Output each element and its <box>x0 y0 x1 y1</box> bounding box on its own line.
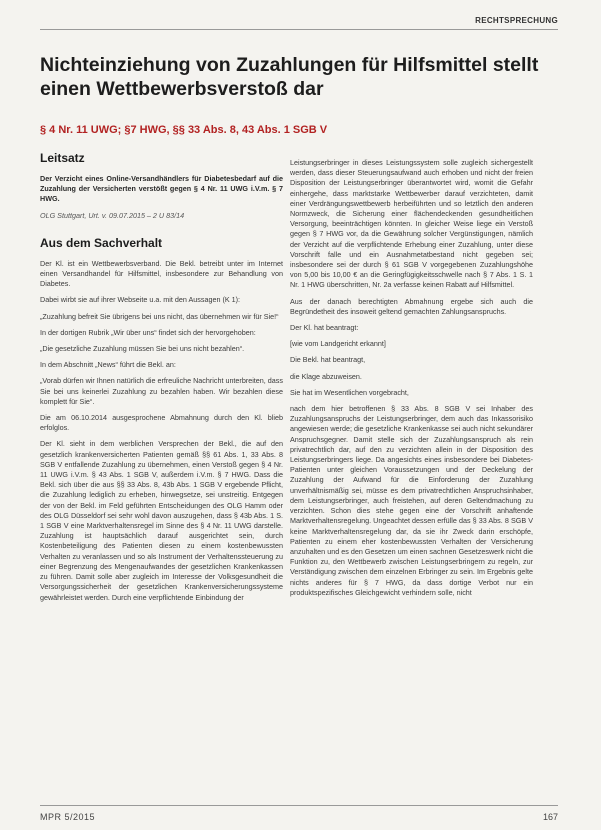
left-column <box>40 150 283 609</box>
paragraph: Der Kl. ist ein Wettbewerbsverband. Die Bekl. betreibt unter im Internet einen Versandhandel für Hilfsmittel, insbesondere zur Behandlung von Diabetes. <box>40 258 283 289</box>
page-number: 167 <box>542 812 558 822</box>
court-citation: OLG Stuttgart, Urt. v. 09.07.2015 – 2 U 83/14 <box>40 210 185 220</box>
paragraph: nach dem hier betroffenen § 33 Abs. 8 SGB V sei Inhaber des Zuzahlungsanspruchs der Leistungserbringer, dem auch das Inkassorisiko angewiesen werde; die gesetzliche Krankenkasse sei auch nicht sekundärer Anspruchsgegner. Damit stelle sich der Zuzahlungsanspruch als rein privatrechtlich dar, auf den zu verzichten allein in der Disposition des Leistungserbringers liege. Da angesichts eines insbesondere bei Diabetes-Patienten unter gleichen Voraussetzungen und der Deckelung der Zuzahlung der Aufwand für die Einforderung der Zuzahlung unverhältnismäßig sei, müsse es dem privatrechtlichen Anspruchsinhaber, dem Leistungserbringer, auch freistehen, auf deren Geltendmachung zu verzichten. Schon dies stehe gegen eine der Vorschrift anhaftende Marktverhaltensregelung. Ungeachtet dessen erfülle das § 33 Abs. 8 SGB V keine Marktverhaltensregelung dar, da sie ihr Zweck darin erschöpfe, Patienten zu einem eher kostenbewussten Verhalten der Versicherung anzuhalten und es den Gesetzen um einen sachnen Gesetzeswerk nicht die Funktion zu, den Wettbewerb zwischen Leistungserbringern zu regeln, zur Verständigung zwischen dem einzelnen Erbringer zu sein. Im Ergebnis gelte nichts anderes für § 7 HWG, da dass dortige Verbot nur ein produktspezifisches Gleichgewicht verhindern solle, nicht <box>290 404 533 597</box>
quote-paragraph: „Zuzahlung befreit Sie übrigens bei uns nicht, das übernehmen wir für Sie!“ <box>40 311 279 321</box>
paragraph: In der dortigen Rubrik „Wir über uns“ findet sich der hervorgehoben: <box>40 327 256 337</box>
paragraph: die Klage abzuweisen. <box>290 371 362 381</box>
paragraph: Die am 06.10.2014 ausgesprochene Abmahnung durch den Kl. blieb erfolglos. <box>40 413 283 433</box>
paragraph: Sie hat im Wesentlichen vorgebracht, <box>290 387 409 397</box>
sachverhalt-heading: Aus dem Sachverhalt <box>40 235 163 250</box>
article-title: Nichteinziehung von Zuzahlungen für Hilfsmittel stellt einen Wettbewerbsverstoß dar <box>40 54 539 100</box>
section-label: RECHTSPRECHUNG <box>475 16 558 25</box>
paragraph: In dem Abschnitt „News“ führt die Bekl. an: <box>40 360 176 370</box>
header-divider <box>40 29 558 30</box>
paragraph: Leistungserbringer in dieses Leistungssystem solle zugleich sichergestellt werden, dass dieser Steuerungsaufwand auch erhoben und nicht der freien Disposition der Leistungserbringer überantwortet wird, womit die Gefahr einhergehe, dass marktstarke Wettbewerber darauf verzichteten, damit einer Verdrängungswettbewerb herbeiführten und so letztlich den anderen Normzweck, die Sicherung einer flächendeckenden gesundheitlichen Versorgung, beeinträchtigen könnten. In gleicher Weise liege ein Verstoß gegen § 7 HWG vor, da die Gewährung solcher Vergünstigungen, nämlich der Verzicht auf die verpflichtende Erhebung einer Zuzahlung, unter diese Vorschrift falle und ein Ausnahmetatbestand nicht gegeben sei; insbesondere sei der durch § 61 SGB V vorgegebenen Zuzahlungshöhe von 5,00 bis 10,00 € an die Geringfügigkeitsschwelle nach § 7 Abs. 1 S. 1 Nr. 1 HWG überschritten, Nr. 2a verfasse keinen Rabatt auf Hilfsmittel. <box>290 158 533 290</box>
paragraph: Der Kl. sieht in dem werblichen Versprechen der Bekl., die auf den gesetzlich krankenversicherten Patienten gemäß §§ 61 Abs. 1, 33 Abs. 8 SGB V entfallende Zuzahlung zu übernehmen, einen Verstoß gegen § 4 Nr. 11 UWG i.V.m. § 43 Abs. 1 SGB V, außerdem i.V.m. § 7 HWG. Dass die Bekl. sich über die aus §§ 33 Abs. 8, 43b Abs. 1 SGB V ergebende Pflicht, die Zuzahlung lediglich zu erheben, hinwegsetze, sei unstreitig. Entgegen der von der Bekl. im Feld geführten Entscheidungen des OLG Hamm oder des OLG Düsseldorf sei sehr wohl davon auszugehen, dass § 43b Abs. 1 S. 1 SGB V eine Marktverhaltensregel im Sinne des § 4 Nr. 11 UWG darstelle. Zuzahlung ist hauptsächlich darauf ausgerichtet sein, durch Kostenbeteiligung des Patienten diesen zu einem kostenbewussten Verhalten zu veranlassen und so als Instrument der Verhaltenssteuerung zu einer Begrenzung des Mengenaufwandes der gesetzlichen Krankenkassen zu führen. Damit solle aber zugleich im Interesse der Volksgesundheit die Versorgungssicherheit der gesetzlichen Krankenversicherungssysteme gewährleistet werden. Durch eine verpflichtende Einbindung der <box>40 439 283 602</box>
paragraph: Der Kl. hat beantragt: <box>290 323 359 333</box>
quote-paragraph: „Vorab dürfen wir Ihnen natürlich die erfreuliche Nachricht unterbreiten, dass Sie bei uns keinerlei Zuzahlung zu bezahlen haben. Wir bezahlen diese komplett für Sie“. <box>40 376 283 406</box>
quote-paragraph: „Die gesetzliche Zuzahlung müssen Sie bei uns nicht bezahlen“. <box>40 344 245 354</box>
leitsatz-text: Der Verzicht eines Online-Versandhändlers für Diabetesbedarf auf die Zuzahlung der Versicherten verstößt gegen § 4 Nr. 11 UWG i.V.m. § 7 HWG. <box>40 174 283 204</box>
paragraph: Dabei wirbt sie auf ihrer Webseite u.a. mit den Aussagen (K 1): <box>40 295 241 305</box>
paragraph: Die Bekl. hat beantragt, <box>290 355 366 365</box>
footer-divider <box>40 805 558 806</box>
paragraph: Aus der danach berechtigten Abmahnung ergebe sich auch die Begründetheit des insoweit geltend gemachten Zahlungsanspruchs. <box>290 296 533 316</box>
journal-issue: MPR 5/2015 <box>40 812 96 822</box>
legal-references: § 4 Nr. 11 UWG; §7 HWG, §§ 33 Abs. 8, 43 Abs. 1 SGB V <box>40 124 328 136</box>
leitsatz-heading: Leitsatz <box>40 151 85 165</box>
right-column <box>290 158 533 604</box>
paragraph: [wie vom Landgericht erkannt] <box>290 339 386 349</box>
